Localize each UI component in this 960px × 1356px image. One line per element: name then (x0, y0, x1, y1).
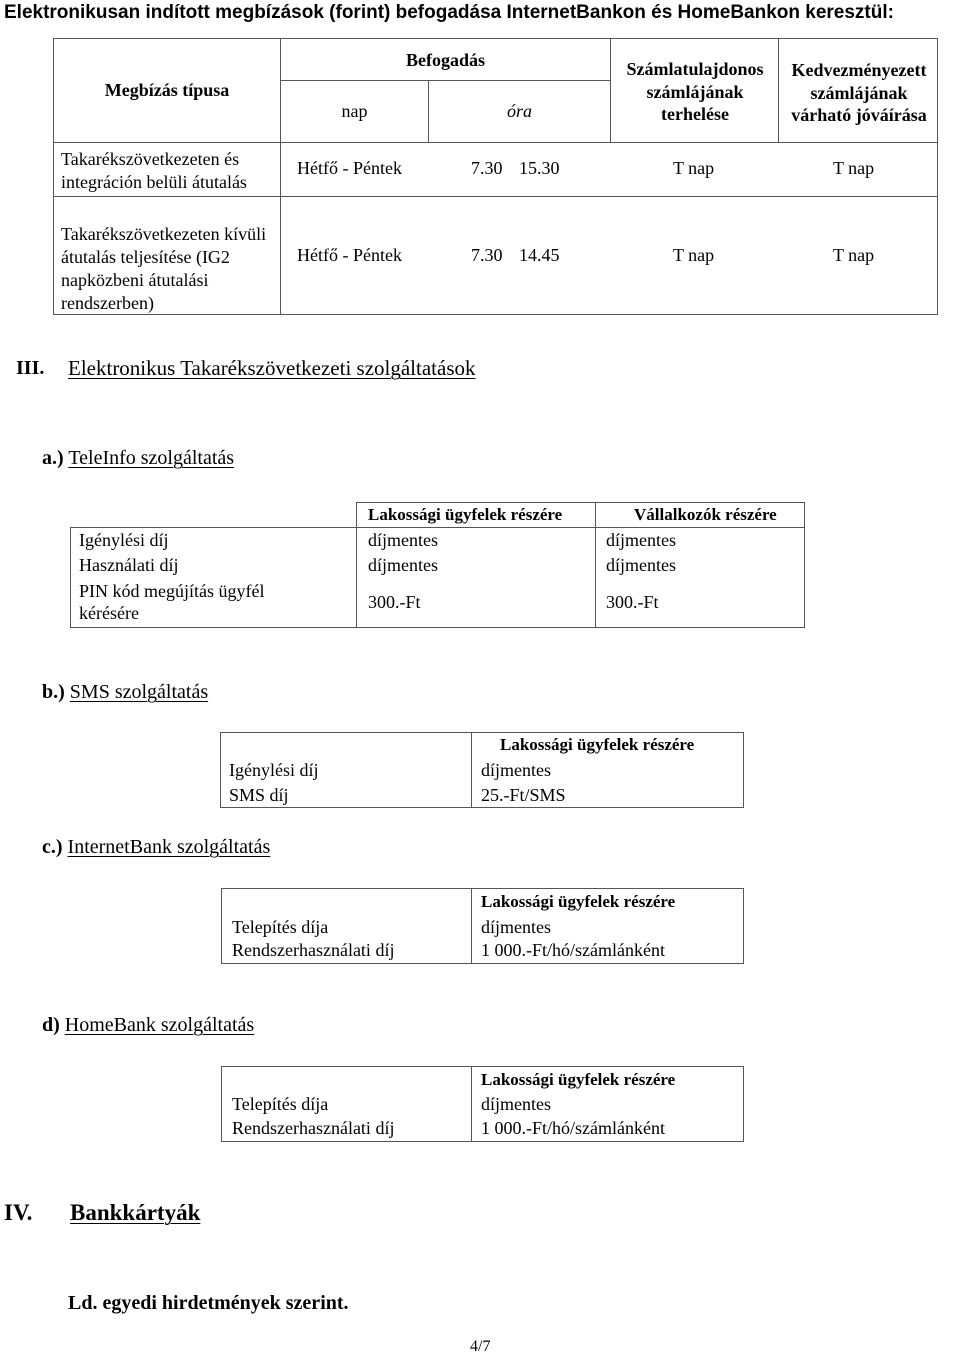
page-number: 4/7 (470, 1338, 491, 1355)
table-row-label: Használati díj (79, 555, 179, 575)
teleinfo-title: TeleInfo szolgáltatás (68, 447, 235, 469)
homebank-heading (42, 1014, 254, 1037)
table-row-debit: T nap (673, 158, 715, 178)
table-row-business: díjmentes (606, 555, 676, 575)
table-row-hour: 7.30 15.30 (471, 158, 560, 178)
col-retail-header: Lakossági ügyfelek részére (481, 892, 676, 911)
table-row-label: Igénylési díj (79, 530, 169, 550)
table-row-retail: 25.-Ft/SMS (481, 785, 566, 805)
col-retail-header: Lakossági ügyfelek részére (481, 1070, 676, 1089)
section-number: III. (16, 357, 45, 379)
col-debit-header: Számlatulajdonos számlájának terhelése (626, 59, 764, 125)
table-row-label: Igénylési díj (229, 760, 319, 780)
table-row-business: 300.-Ft (606, 592, 659, 612)
table-row-credit: T nap (833, 158, 875, 178)
section-number: IV. (4, 1200, 33, 1225)
sms-prefix: b.) (42, 681, 65, 703)
table-row-label: SMS díj (229, 785, 289, 805)
table-row-label: Rendszerhasználati díj (232, 940, 395, 960)
sms-title: SMS szolgáltatás (69, 681, 209, 703)
table-row-retail: 1 000.-Ft/hó/számlánként (481, 940, 665, 960)
col-receipt-header: Befogadás (405, 49, 485, 70)
table-row-retail: 300.-Ft (368, 592, 421, 612)
table-row-day: Hétfő - Péntek (297, 158, 402, 178)
table-row-retail: 1 000.-Ft/hó/számlánként (481, 1118, 665, 1138)
homebank-prefix: d) (42, 1014, 60, 1036)
table-row-credit: T nap (833, 245, 875, 265)
table-row-debit: T nap (673, 245, 715, 265)
note-text: Ld. egyedi hirdetmények szerint. (68, 1292, 349, 1314)
table-row-type: Takarékszövetkezeten kívüli átutalás teljesítése (IG2 napközbeni átutalási rendszerben) (61, 224, 267, 313)
table-row-retail: díjmentes (481, 917, 551, 937)
table-row-retail: díjmentes (481, 760, 551, 780)
internetbank-title: InternetBank szolgáltatás (67, 836, 271, 858)
table-row-label: Telepítés díja (232, 917, 329, 937)
col-credit-header: Kedvezményezett számlájának várható jóváírása (791, 60, 927, 126)
teleinfo-heading (42, 447, 234, 470)
table-row-label: PIN kód megújítás ügyfél kérésére (79, 581, 265, 623)
table-row-day: Hétfő - Péntek (297, 245, 402, 265)
table-row-hour: 7.30 14.45 (471, 245, 560, 265)
table-row-label: Rendszerhasználati díj (232, 1118, 395, 1138)
section-title: Elektronikus Takarékszövetkezeti szolgáltatások (68, 356, 476, 380)
col-day-header: nap (341, 101, 368, 122)
table-row-label: Telepítés díja (232, 1094, 329, 1114)
internetbank-heading (42, 836, 270, 859)
table-row-retail: díjmentes (481, 1094, 551, 1114)
table-row-retail: díjmentes (368, 555, 438, 575)
section-title: Bankkártyák (70, 1200, 201, 1225)
table-row-business: díjmentes (606, 530, 676, 550)
col-hour-header: óra (506, 101, 532, 122)
col-type-header: Megbízás típusa (104, 80, 230, 101)
table-row-type: Takarékszövetkezeten és integráción belüli átutalás (61, 149, 247, 192)
col-business-header: Vállalkozók részére (634, 505, 777, 524)
internetbank-prefix: c.) (42, 836, 63, 858)
col-retail-header: Lakossági ügyfelek részére (500, 735, 695, 754)
table-row-retail: díjmentes (368, 530, 438, 550)
teleinfo-prefix: a.) (42, 447, 64, 469)
col-retail-header: Lakossági ügyfelek részére (368, 505, 563, 524)
page-title: Elektronikusan indított megbízások (forint) befogadása InternetBankon és HomeBankon keresztül: (4, 2, 894, 23)
homebank-title: HomeBank szolgáltatás (64, 1014, 255, 1036)
sms-heading (42, 681, 208, 704)
